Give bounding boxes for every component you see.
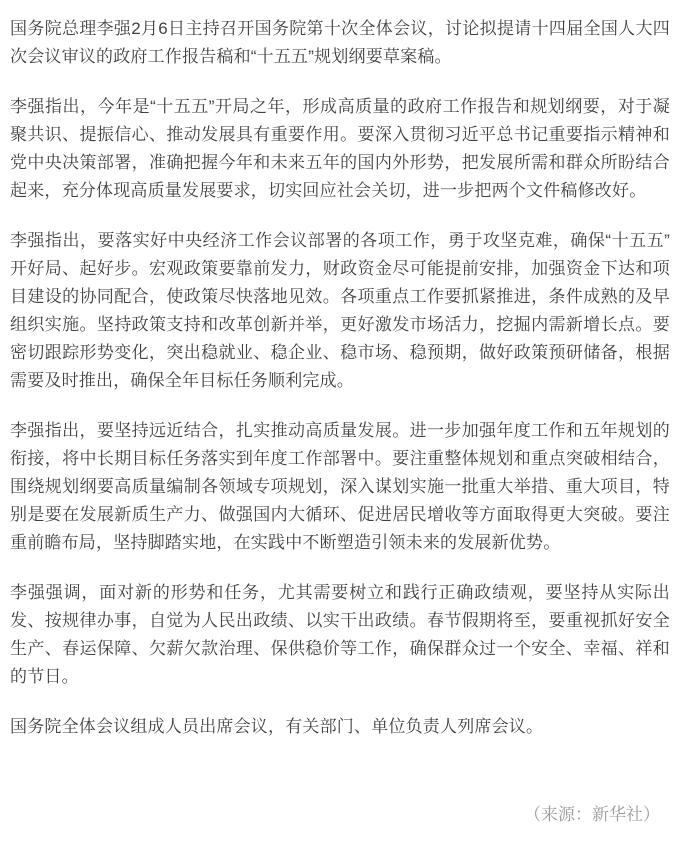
article-body <box>10 15 670 741</box>
article-paragraph: 李强指出，今年是“十五五”开局之年，形成高质量的政府工作报告和规划纲要，对于凝聚共识、提振信心、推动发展具有重要作用。要深入贯彻习近平总书记重要指示精神和党中央决策部署，准确把握今年和未来五年的国内外形势，把发展所需和群众所盼结合起来，充分体现高质量发展要求，切实回应社会关切，进一步把两个文件稿修改好。 <box>10 97 670 200</box>
article-paragraph: 李强指出，要坚持远近结合，扎实推动高质量发展。进一步加强年度工作和五年规划的衔接，将中长期目标任务落实到年度工作部署中。要注重整体规划和重点突破相结合，围绕规划纲要高质量编制各领域专项规划，深入谋划实施一批重大举措、重大项目，特别是要在发展新质生产力、做强国内大循环、促进居民增收等方面取得更大突破。要注重前瞻布局，坚持脚踏实地，在实践中不断塑造引领未来的发展新优势。 <box>10 421 670 552</box>
article-paragraph: 李强指出，要落实好中央经济工作会议部署的各项工作，勇于攻坚克难，确保“十五五”开好局、起好步。宏观政策要靠前发力，财政资金尽可能提前安排，加强资金下达和项目建设的协同配合，使政策尽快落地见效。各项重点工作要抓紧推进，条件成熟的及早组织实施。坚持政策支持和改革创新并举，更好激发市场活力，挖掘内需新增长点。要密切跟踪形势变化，突出稳就业、稳企业、稳市场、稳预期，做好政策预研储备，根据需要及时推出，确保全年目标任务顺利完成。 <box>10 231 670 390</box>
article-paragraph: 国务院全体会议组成人员出席会议，有关部门、单位负责人列席会议。 <box>10 717 544 736</box>
article-paragraph: 李强强调，面对新的形势和任务，尤其需要树立和践行正确政绩观，要坚持从实际出发、按规律办事，自觉为人民出政绩、以实干出政绩。春节假期将至，要重视抓好安全生产、春运保障、欠薪欠款治理、保供稳价等工作，确保群众过一个安全、幸福、祥和的节日。 <box>10 583 670 686</box>
article-paragraph: 国务院总理李强2月6日主持召开国务院第十次全体会议，讨论拟提请十四届全国人大四次会议审议的政府工作报告稿和“十五五”规划纲要草案稿。 <box>10 19 670 66</box>
source-attribution: （来源：新华社） <box>524 805 660 824</box>
